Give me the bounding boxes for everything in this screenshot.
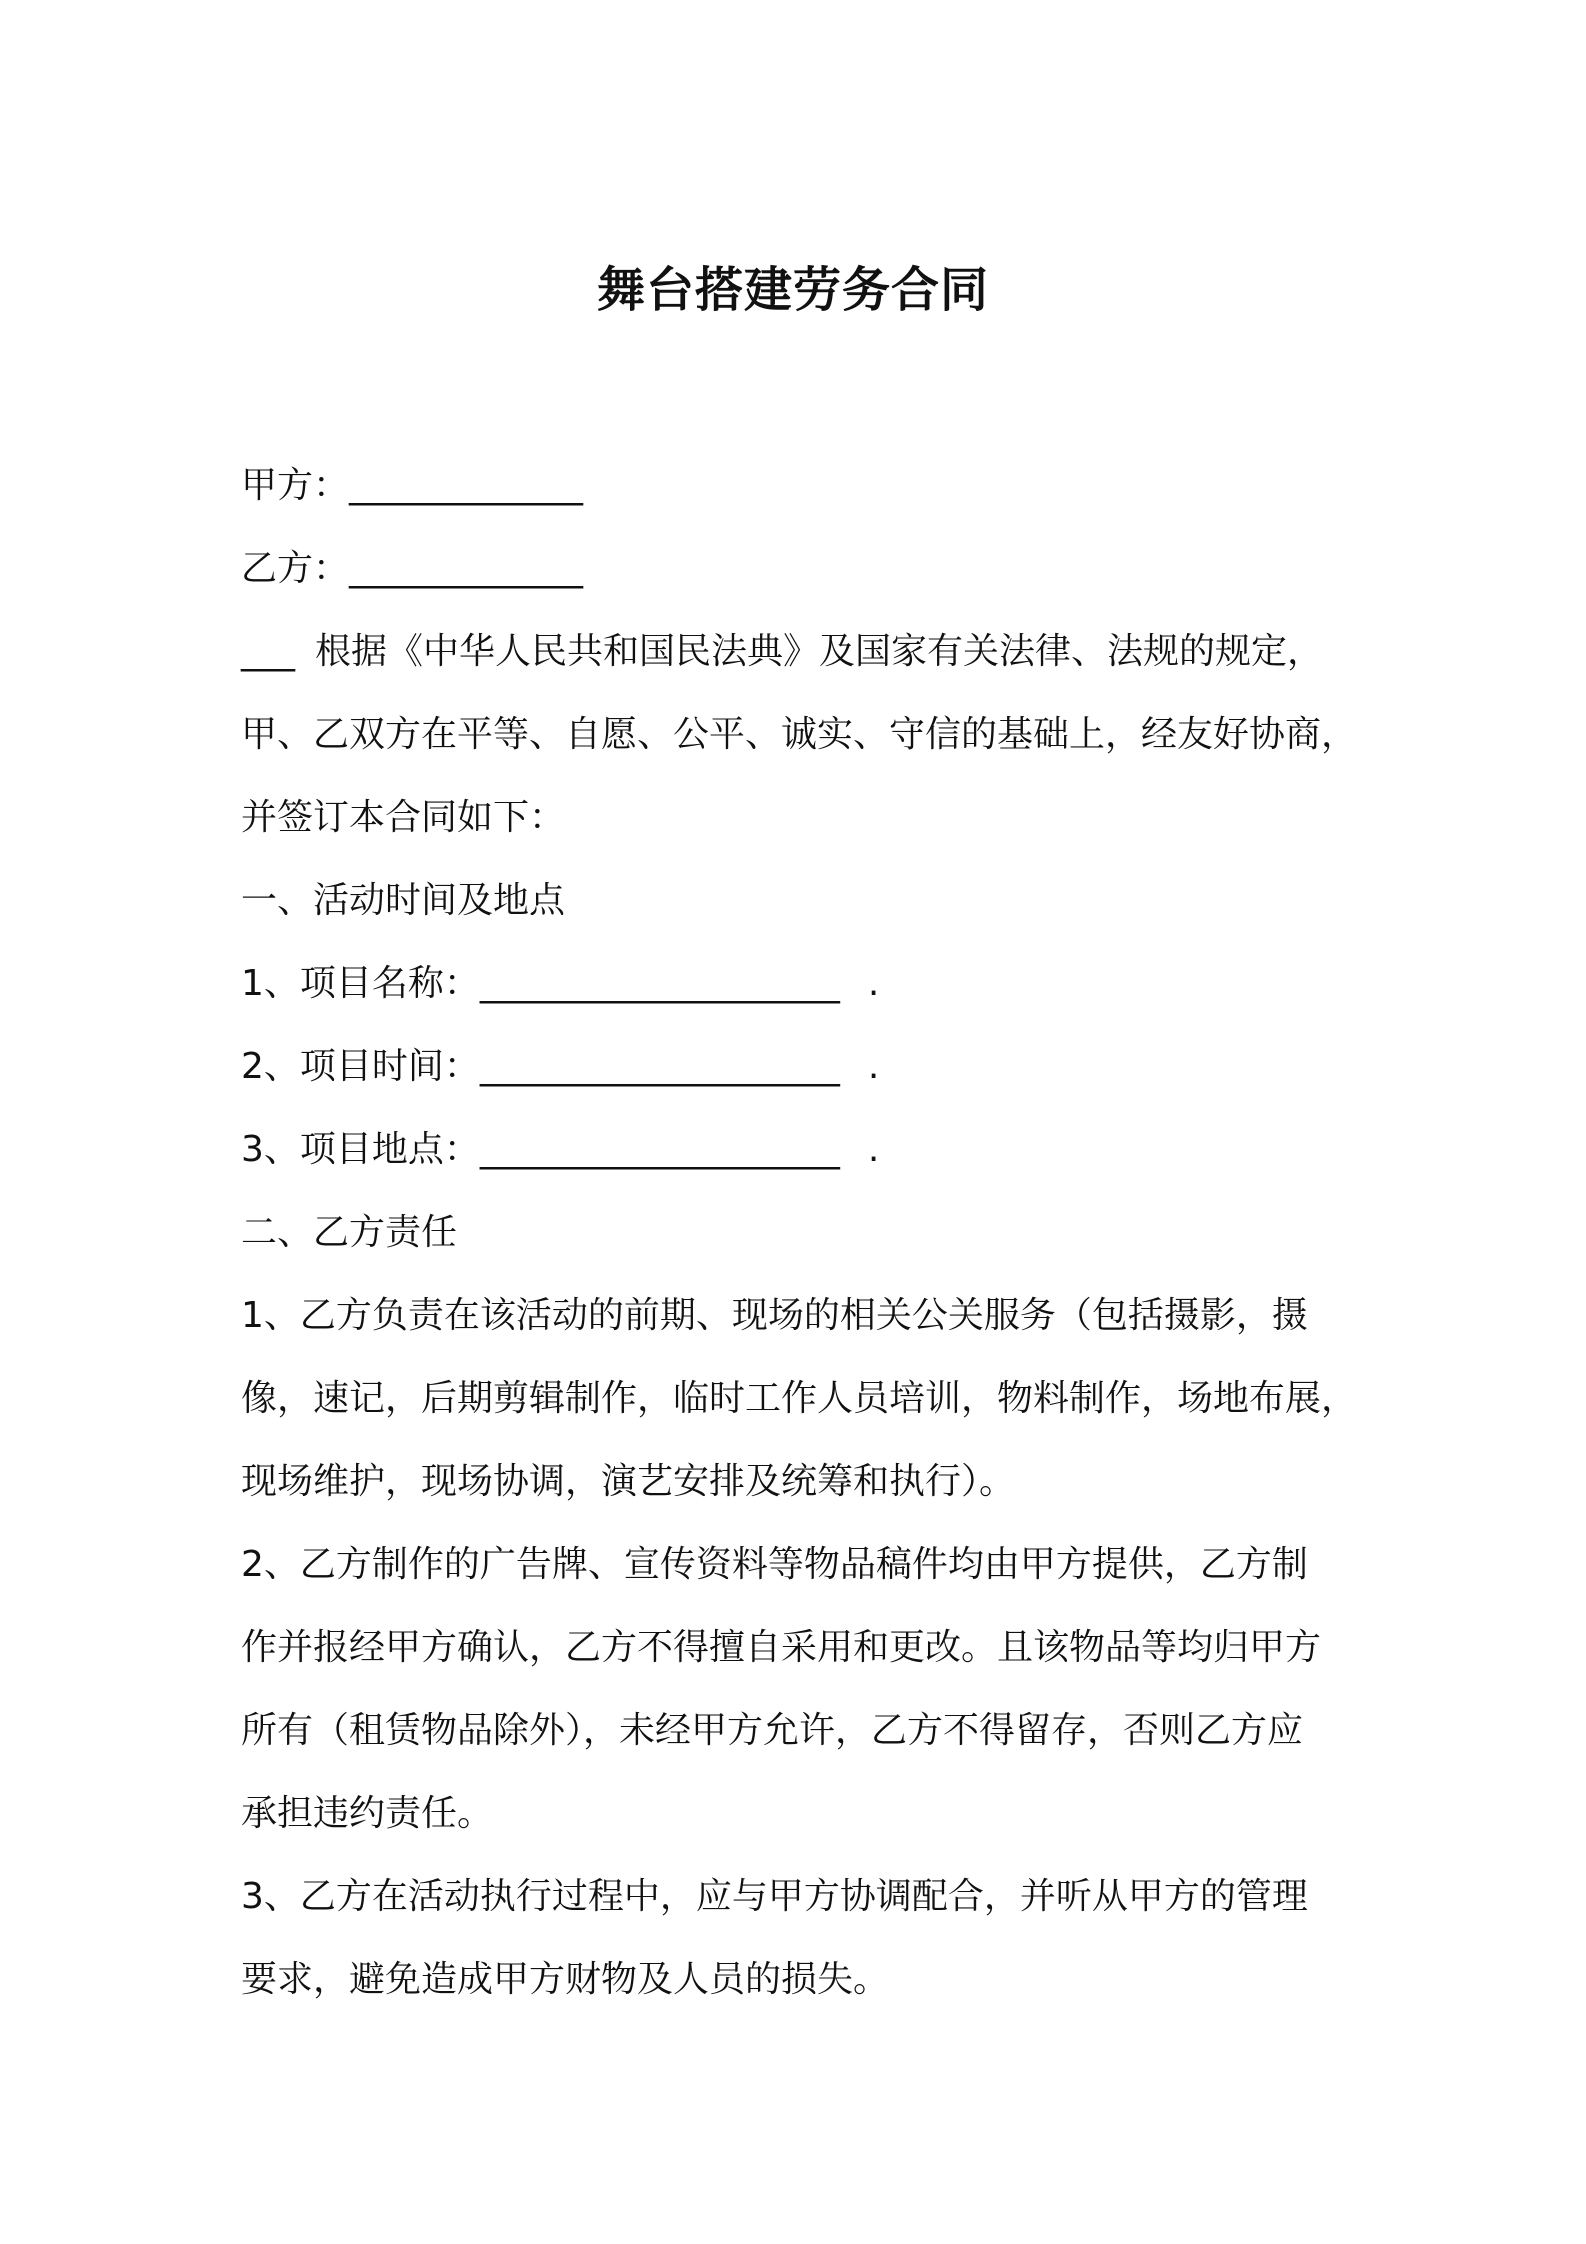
section-1-item-name (241, 942, 1361, 1025)
clause-1-line-3: 现场维护，现场协调，演艺安排及统筹和执行）。 (241, 1461, 1016, 1502)
section-1-item-time (241, 1025, 1361, 1108)
item-period: . (867, 1046, 880, 1087)
document-title: 舞台搭建劳务合同 (596, 262, 989, 318)
item-label: 2、项目时间：____________________ (241, 1046, 840, 1087)
preamble-line-1 (241, 610, 1361, 693)
section-1-heading: 一、活动时间及地点 (241, 880, 566, 921)
party-b-line: 乙方：_____________ (241, 548, 584, 589)
party-a-line: 甲方：_____________ (241, 465, 584, 506)
clause-2-line-3: 所有（租赁物品除外），未经甲方允许，乙方不得留存，否则乙方应 (241, 1710, 1304, 1751)
preamble-line-2: 甲、乙双方在平等、自愿、公平、诚实、守信的基础上，经友好协商， (241, 714, 1358, 755)
clause-2-line-1: 2、乙方制作的广告牌、宣传资料等物品稿件均由甲方提供，乙方制 (241, 1544, 1308, 1585)
item-label: 1、项目名称：____________________ (241, 963, 840, 1004)
preamble-blank: ___ (241, 631, 295, 672)
clause-2-line-4: 承担违约责任。 (241, 1793, 494, 1834)
preamble-text-1: 根据《中华人民共和国民法典》及国家有关法律、法规的规定， (315, 631, 1324, 672)
clause-3-line-1: 3、乙方在活动执行过程中，应与甲方协调配合，并听从甲方的管理 (241, 1876, 1308, 1917)
contract-body (241, 444, 1361, 2021)
clause-1-line-2: 像，速记，后期剪辑制作，临时工作人员培训，物料制作，场地布展， (241, 1378, 1358, 1419)
clause-2-line-2: 作并报经甲方确认，乙方不得擅自采用和更改。且该物品等均归甲方 (241, 1627, 1322, 1668)
clause-1-line-1: 1、乙方负责在该活动的前期、现场的相关公关服务（包括摄影，摄 (241, 1295, 1308, 1336)
item-period: . (867, 963, 880, 1004)
clause-3-line-2: 要求，避免造成甲方财物及人员的损失。 (241, 1959, 890, 2000)
item-period: . (867, 1129, 880, 1170)
item-label: 3、项目地点：____________________ (241, 1129, 840, 1170)
section-2-heading: 二、乙方责任 (241, 1212, 458, 1253)
preamble-line-3: 并签订本合同如下： (241, 797, 566, 838)
section-1-item-location (241, 1108, 1361, 1191)
